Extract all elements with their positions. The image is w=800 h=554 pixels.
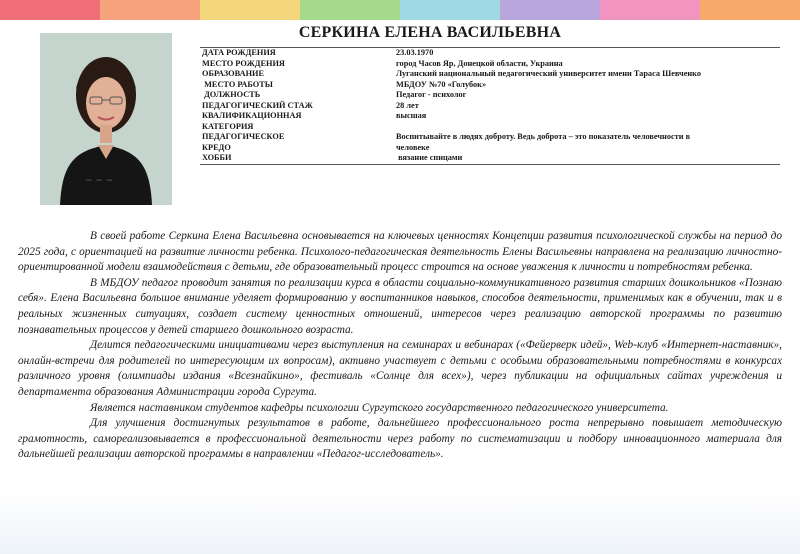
info-label: ПЕДАГОГИЧЕСКИЙ СТАЖ: [202, 100, 313, 110]
portrait-photo: [40, 33, 172, 205]
info-row: [200, 132, 780, 143]
biography-paragraph: Для улучшения достигнутых результатов в работе, дальнейшего профессионального роста непрерывно повышает методическую грамотность, самореализовывается в профессиональной деятельности через работу по систематизации и подбору инновационного материала для дальнейшей реализации авторской программы в направлении «Педагог-исследователь».: [18, 417, 782, 461]
info-label: ХОББИ: [200, 153, 394, 164]
info-label: КРЕДО: [202, 142, 231, 152]
page-title: СЕРКИНА ЕЛЕНА ВАСИЛЬЕВНА: [298, 24, 562, 41]
info-row: [200, 69, 780, 80]
info-row: [200, 101, 780, 112]
decorative-bottom-wave: [0, 494, 800, 554]
info-row: [200, 122, 780, 133]
info-row: [200, 90, 780, 101]
info-label: КАТЕГОРИЯ: [202, 121, 254, 131]
biography-paragraph: Является наставником студентов кафедры психологии Сургутского государственного педагогического университета.: [90, 401, 669, 414]
biography-paragraph: В своей работе Серкина Елена Васильевна основывается на ключевых ценностях Концепции развития психологической службы на период до 2025 года, с ориентацией на развитие личности ребенка. Психолого-педагогическая деятельность Елены Васильевны направлена на реализацию личностно-ориентированной модели взаимодействия с детьми, где образовательный процесс строится на основе уважения к личности и потребностям ребенка.: [18, 230, 782, 274]
info-value: [394, 122, 780, 133]
info-label: МЕСТО РАБОТЫ: [202, 79, 273, 89]
info-value: Педагог - психолог: [396, 90, 467, 99]
info-label: МЕСТО РОЖДЕНИЯ: [202, 58, 285, 68]
stripe-segment: [200, 0, 300, 20]
biography-paragraph: В МБДОУ педагог проводит занятия по реализации курса в области социально-коммуникативного развития старших дошкольников «Познаю себя». Елена Васильевна большое внимание уделяет формированию у воспитанников навыков, способов деятельности, применимых как в обучении, так и в реальных жизненных ситуациях, создает систему ценностных отношений, интересов через реализацию авторской программы по развитию познавательных процессов у детей старшего дошкольного возраста.: [18, 276, 782, 336]
info-row: [200, 48, 780, 59]
info-value: человеке: [396, 142, 430, 152]
stripe-segment: [100, 0, 200, 20]
info-value: 23.03.1970: [394, 48, 780, 59]
info-value: МБДОУ №70 «Голубок»: [396, 79, 487, 89]
info-row: [200, 143, 780, 154]
info-label: ПЕДАГОГИЧЕСКОЕ: [202, 132, 285, 141]
info-row: [200, 111, 780, 122]
info-label: ДАТА РОЖДЕНИЯ: [200, 48, 394, 59]
biography-paragraph: Делится педагогическими инициативами через выступления на семинарах и вебинарах («Фейерверк идей», Web-клуб «Интернет-наставник», онлайн-встречи для родителей по интересующим их вопросам), активно участвует с детьми с особыми образовательными потребностями в конкурсах различного уровня (олимпиады издания «Всезнайкино», фестиваль «Солнце для всех»), через публикации на официальных сайтах учреждения и департамента образования Администрации города Сургута.: [18, 339, 782, 398]
svg-text:~ ~ ~: ~ ~ ~: [85, 176, 114, 186]
info-label: ДОЛЖНОСТЬ: [202, 90, 261, 99]
profile-info-table: [200, 47, 780, 165]
stripe-segment: [700, 0, 800, 20]
info-value: 28 лет: [396, 100, 419, 110]
decorative-color-stripe: [0, 0, 800, 20]
info-label: ОБРАЗОВАНИЕ: [202, 69, 265, 78]
info-value: вязание спицами: [394, 153, 780, 164]
stripe-segment: [0, 0, 100, 20]
info-value: высшая: [396, 111, 427, 120]
info-value: Луганский национальный педагогический университет имени Тараса Шевченко: [396, 69, 702, 78]
biography-text: [18, 229, 782, 463]
stripe-segment: [600, 0, 700, 20]
stripe-segment: [300, 0, 400, 20]
stripe-segment: [400, 0, 500, 20]
info-value: Воспитывайте в людях доброту. Ведь доброта – это показатель человечности в: [396, 132, 691, 141]
info-value: город Часов Яр, Донецкой области, Украина: [396, 58, 563, 68]
portrait-illustration: [40, 33, 172, 205]
info-row: [200, 80, 780, 91]
info-row: [200, 59, 780, 70]
stripe-segment: [500, 0, 600, 20]
info-row: [200, 153, 780, 164]
info-label: КВАЛИФИКАЦИОННАЯ: [202, 111, 302, 120]
